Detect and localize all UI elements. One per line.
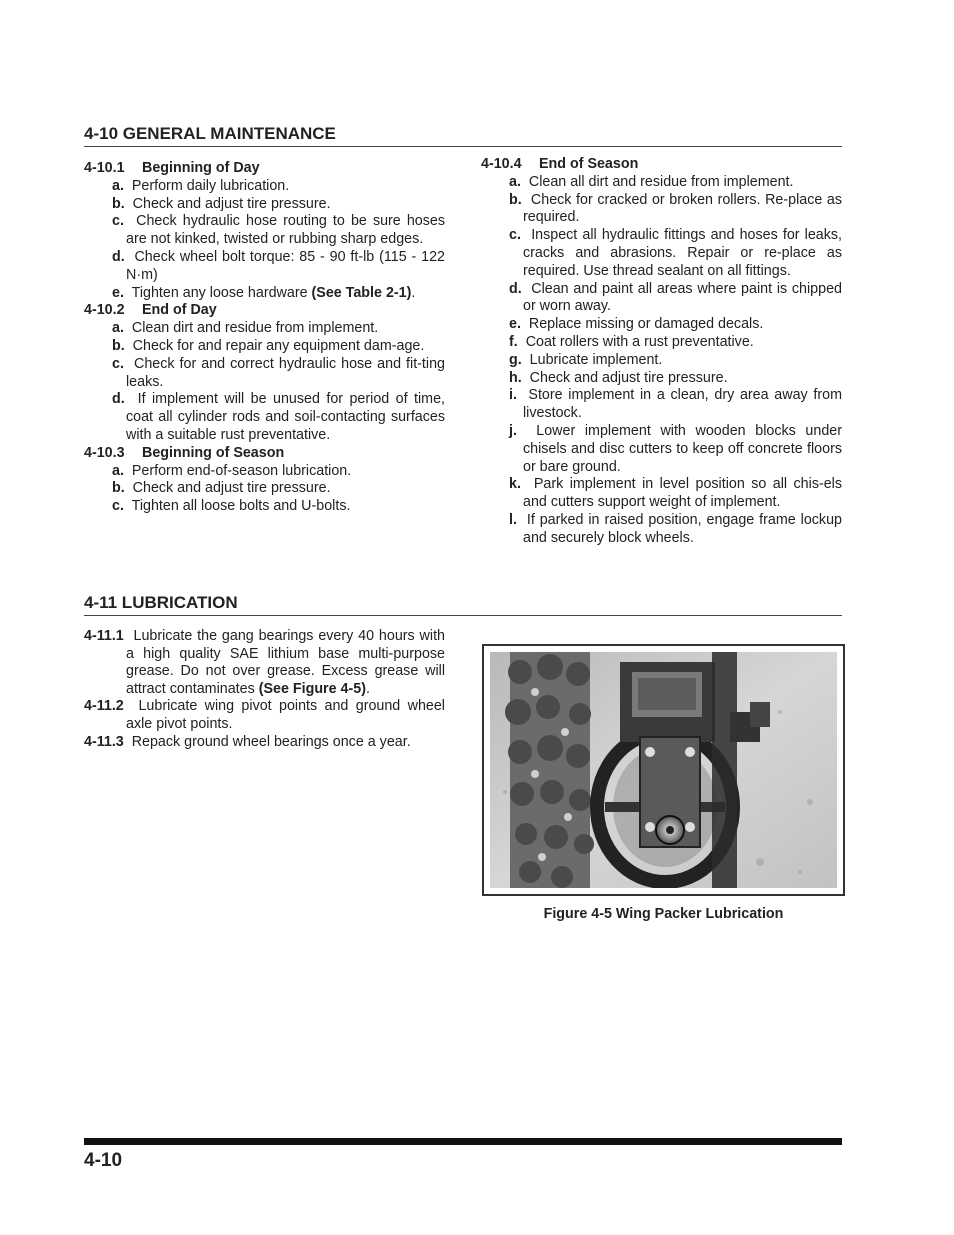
right-column (481, 156, 842, 548)
list-item (84, 285, 445, 303)
left-column (84, 160, 445, 516)
item-letter: c. (112, 355, 124, 372)
list-item (481, 316, 842, 334)
item-text: Check and adjust tire pressure. (132, 480, 331, 497)
list-item (84, 463, 445, 481)
item-letter: a. (112, 177, 124, 194)
lubrication-item (84, 734, 445, 752)
subsection-4-10-2 (84, 302, 445, 320)
item-letter: a. (112, 462, 124, 479)
item-punctuation: . (411, 284, 416, 301)
item-text: Lubricate the gang bearings every 40 hours with a high quality SAE lithium base multi-purpose grease. Do not over grease. Excess grease will attract contaminates (126, 628, 445, 697)
section-heading-4-11: 4-11 LUBRICATION (84, 593, 842, 616)
section-heading-4-10: 4-10 GENERAL MAINTENANCE (84, 124, 842, 147)
figure-frame (482, 644, 845, 896)
item-letter: b. (112, 195, 125, 212)
item-text: Clean dirt and residue from implement. (131, 320, 379, 337)
item-text: Perform daily lubrication. (131, 177, 290, 194)
item-letter: c. (112, 213, 124, 230)
wing-packer-photo (490, 652, 837, 888)
item-text: Inspect all hydraulic fittings and hoses for leaks, cracks and abrasions. Repair or re-place as required. Use thread sealant on all fittings. (523, 227, 842, 279)
list-item (481, 334, 842, 352)
item-text: Park implement in level position so all chis-els and cutters support weight of implement. (523, 476, 842, 511)
list-item (481, 512, 842, 548)
footer-rule (84, 1138, 842, 1145)
item-text: Replace missing or damaged decals. (528, 316, 764, 333)
item-text: Check and adjust tire pressure. (132, 195, 331, 212)
figure-caption: Figure 4-5 Wing Packer Lubrication (543, 906, 784, 922)
list-item (481, 227, 842, 280)
item-text: Check for and repair any equipment dam-age. (132, 337, 425, 354)
item-letter: d. (509, 280, 522, 297)
list-item (481, 192, 842, 228)
subsection-number: 4-10.3 (84, 444, 125, 461)
list-item (481, 370, 842, 388)
list-item (84, 178, 445, 196)
list-item (84, 213, 445, 249)
item-letter: e. (112, 284, 124, 301)
subsection-title: End of Season (539, 156, 639, 172)
item-text: Lower implement with wooden blocks under chisels and disc cutters to keep off concrete floors or bare ground. (523, 422, 842, 475)
item-text: Check wheel bolt torque: 85 - 90 ft-lb (115 - 122 N·m) (126, 248, 445, 283)
subsection-number: 4-10.2 (84, 302, 125, 319)
list-item (84, 498, 445, 516)
item-letter: e. (509, 316, 521, 333)
item-number: 4-11.1 (84, 628, 124, 644)
item-letter: g. (509, 351, 522, 368)
list-item (84, 320, 445, 338)
lubrication-item (84, 698, 445, 733)
subsection-4-10-4 (481, 156, 842, 174)
item-letter: c. (509, 227, 521, 244)
list-4-10-4 (481, 174, 842, 548)
subsection-title: Beginning of Day (142, 160, 260, 176)
item-text: Tighten all loose bolts and U-bolts. (131, 498, 351, 515)
item-punctuation: . (365, 680, 370, 697)
item-text: Perform end-of-season lubrication. (131, 462, 352, 479)
lubrication-list (84, 628, 445, 751)
item-letter: a. (112, 320, 124, 337)
list-item (481, 387, 842, 423)
page-number: 4-10 (84, 1150, 123, 1171)
item-number: 4-11.2 (84, 698, 124, 715)
item-text: Check for and correct hydraulic hose and fit-ting leaks. (126, 355, 445, 390)
item-text: Clean and paint all areas where paint is chipped or worn away. (523, 280, 842, 315)
list-item (481, 423, 842, 476)
subsection-number: 4-10.4 (481, 156, 522, 172)
list-item (84, 338, 445, 356)
list-item (84, 391, 445, 444)
item-text: Store implement in a clean, dry area away from livestock. (523, 387, 842, 422)
item-letter: a. (509, 173, 521, 190)
item-letter: l. (509, 511, 517, 528)
list-item (84, 196, 445, 214)
list-item (84, 356, 445, 392)
item-text: Lubricate implement. (529, 351, 663, 368)
item-letter: f. (509, 333, 518, 350)
item-text: Repack ground wheel bearings once a year. (131, 733, 411, 750)
item-letter: b. (112, 337, 125, 354)
item-letter: h. (509, 369, 522, 386)
list-4-10-1 (84, 178, 445, 303)
list-item (84, 480, 445, 498)
item-text: Clean all dirt and residue from implement. (528, 173, 794, 190)
item-letter: j. (509, 422, 517, 439)
item-letter: b. (112, 480, 125, 497)
cross-reference: (See Table 2-1) (311, 284, 412, 301)
subsection-title: End of Day (142, 302, 217, 319)
list-4-10-2 (84, 320, 445, 445)
list-item (481, 476, 842, 512)
item-text: If implement will be unused for period of time, coat all cylinder rods and soil-contacting surfaces with a suitable rust preventative. (126, 391, 445, 443)
subsection-4-10-3 (84, 445, 445, 463)
list-item (481, 174, 842, 192)
item-text: Check for cracked or broken rollers. Re-place as required. (523, 191, 842, 226)
item-text: If parked in raised position, engage frame lockup and securely block wheels. (523, 511, 842, 546)
subsection-number: 4-10.1 (84, 160, 125, 176)
list-4-10-3 (84, 463, 445, 516)
list-item (481, 281, 842, 317)
item-letter: i. (509, 387, 517, 404)
item-letter: b. (509, 191, 522, 208)
item-text: Check and adjust tire pressure. (529, 369, 728, 386)
item-text: Lubricate wing pivot points and ground wheel axle pivot points. (126, 698, 445, 732)
item-text: Tighten any loose hardware (131, 284, 312, 301)
item-letter: c. (112, 498, 124, 515)
subsection-4-10-1 (84, 160, 445, 178)
list-item (481, 352, 842, 370)
list-item (84, 249, 445, 285)
cross-reference: (See Figure 4-5) (258, 680, 366, 697)
item-number: 4-11.3 (84, 733, 124, 750)
item-text: Coat rollers with a rust preventative. (525, 333, 754, 350)
item-letter: k. (509, 476, 521, 493)
item-letter: d. (112, 248, 125, 265)
subsection-title: Beginning of Season (142, 444, 285, 461)
item-text: Check hydraulic hose routing to be sure hoses are not kinked, twisted or rubbing sharp edges. (126, 213, 445, 248)
lubrication-item (84, 628, 445, 698)
item-letter: d. (112, 391, 125, 408)
